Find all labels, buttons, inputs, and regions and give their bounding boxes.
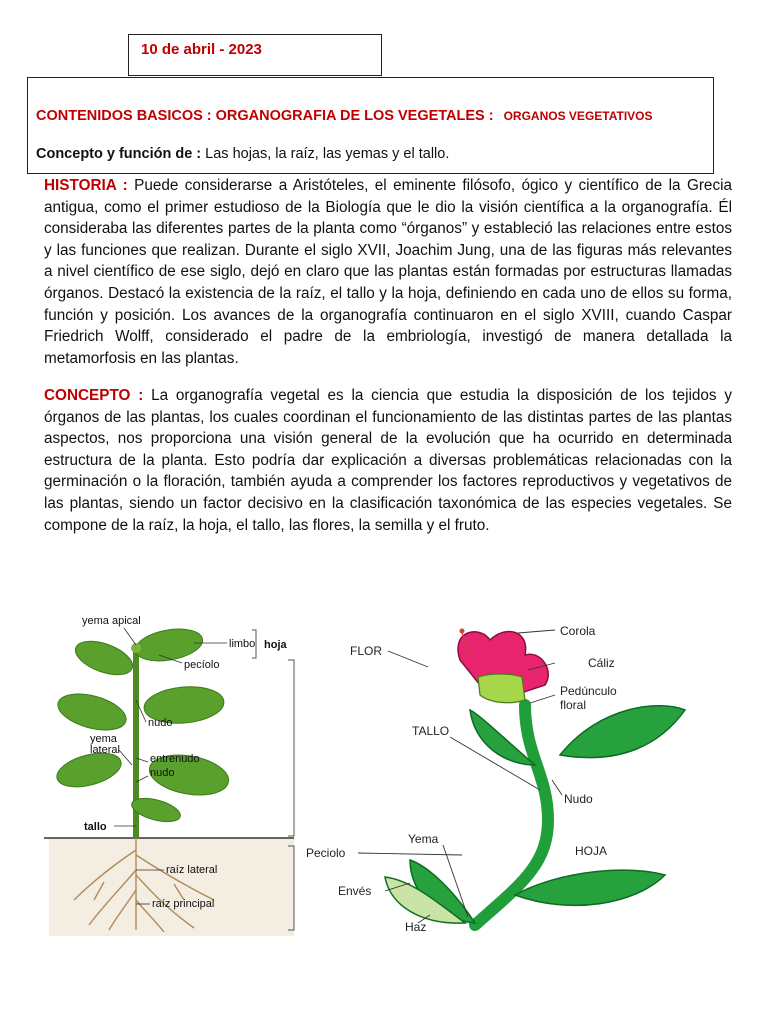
plant-parts-figure (44, 600, 314, 936)
leaves (385, 706, 685, 923)
contents-heading (36, 108, 653, 124)
label-corola: Corola (560, 624, 596, 638)
contents-label: CONTENIDOS BASICOS : ORGANOGRAFIA DE LOS VEGETALES : (36, 108, 494, 124)
label-nudo-2: nudo (150, 767, 175, 779)
label-peciolo: Peciolo (306, 846, 346, 860)
date-text: 10 de abril - 2023 (141, 41, 262, 58)
soil-area (49, 838, 294, 936)
label-pedunculo-2: floral (560, 698, 587, 712)
label-pedunculo-1: Pedúnculo (560, 684, 617, 698)
concept-label: Concepto y función de : (36, 146, 202, 162)
label-hoja: hoja (264, 639, 287, 651)
leaves (53, 624, 231, 826)
header-box (27, 77, 714, 174)
label-hoja: HOJA (575, 844, 608, 858)
flower-plant-figure (300, 615, 700, 940)
label-yema-lateral-1: yema (90, 733, 117, 745)
concept-text: Las hojas, la raíz, las yemas y el tallo. (205, 146, 450, 162)
label-nudo-1: nudo (148, 717, 173, 729)
label-tallo: TALLO (412, 724, 450, 738)
concepto-label: CONCEPTO : (44, 387, 144, 404)
contents-sub: ORGANOS VEGETATIVOS (503, 109, 653, 123)
label-yema: Yema (408, 832, 439, 846)
historia-paragraph (44, 175, 732, 369)
label-haz: Haz (405, 920, 427, 934)
flower (458, 629, 548, 703)
label-yema-apical: yema apical (82, 615, 141, 627)
label-enves: Envés (338, 884, 372, 898)
concept-line (36, 146, 449, 162)
label-peciolo: pecíolo (184, 659, 220, 671)
date-box (128, 34, 382, 76)
label-entrenudo: entrenudo (150, 753, 200, 765)
label-tallo: tallo (84, 821, 107, 833)
label-flor: FLOR (350, 644, 383, 658)
label-raiz-lateral: raíz lateral (166, 864, 218, 876)
concepto-text: La organografía vegetal es la ciencia que estudia la disposición de los tejidos y órganos de las plantas, los cuales coordinan el funcionamiento de las distintas partes de las plantas aspectos, nos proporciona una visión general de la evolución que ha ocurrido en determinada estructura de la planta. Esto podría dar explicación a diversas problemáticas relacionadas con la germinación o la floración, también ayuda a comprender los factores reproductivos y vegetativos de las plantas, siendo un factor decisivo en la clasificación taxonómica de las especies vegetales. Se compone de la raíz, la hoja, el tallo, las flores, la semilla y el fruto. (44, 387, 732, 534)
label-raiz-principal: raíz principal (152, 898, 215, 910)
label-yema-lateral-2: lateral (90, 744, 120, 756)
label-limbo: limbo (229, 638, 256, 650)
historia-text: Puede considerarse a Aristóteles, el eminente filósofo, ógico y científico de la Grecia antigua, como el primer estudioso de la Biología que le dio la visión científica a la organografía. Él consideraba las diferentes partes de la planta como “órganos” y estableció las relaciones entre estos y las funciones que realizan. Durante el siglo XVII, Joachim Jung, una de las figuras más relevantes a nivel científico de ese siglo, dejó en claro que las plantas están formadas por estructuras llamadas órganos. Destacó la existencia de la raíz, el tallo y la hoja, definiendo en cada uno de ellos su forma, función y posición. Los avances de la organografía continuaron en el siglo XVIII, cuando Caspar Friedrich Wolff, considerado el padre de la embriología, investigó de manera detallada la metamorfosis en las plantas. (44, 177, 732, 367)
historia-label: HISTORIA : (44, 177, 128, 194)
label-caliz: Cáliz (588, 656, 615, 670)
concepto-paragraph (44, 385, 732, 536)
label-nudo: Nudo (564, 792, 593, 806)
